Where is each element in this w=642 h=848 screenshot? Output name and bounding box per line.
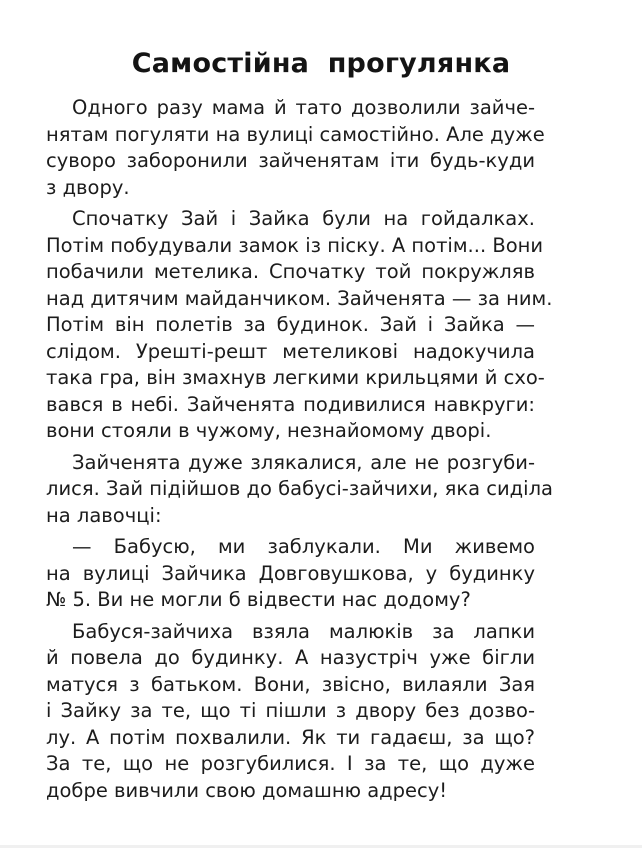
- dialogue-line: на вулиці Зайчика Довговушкова, у будинку: [46, 561, 535, 585]
- paragraph-line: лися. Зай підійшов до бабусі-зайчихи, яка сиділа: [46, 477, 553, 500]
- paragraph-line: з двору.: [46, 175, 130, 199]
- paragraph-line: вався в небі. Зайченята подивилися навкруги:: [46, 392, 535, 416]
- paragraph-line: на лавочці:: [46, 503, 162, 527]
- dialogue-line: № 5. Ви не могли б відвести нас додому?: [46, 588, 471, 611]
- paragraph-line: і Зайку за те, що ті пішли з двору без дозво-: [46, 699, 535, 722]
- paragraph-line: й повела до будинку. А назустріч уже бігли: [46, 646, 535, 669]
- paragraph-line: лу. А потім похвалили. Як ти гадаєш, за що?: [46, 725, 535, 749]
- paragraph-line: За те, що не розгубилися. І за те, що дуже: [46, 752, 535, 775]
- paragraph-line: побачили метелика. Спочатку той покружляв: [46, 260, 535, 283]
- paragraph-line: така гра, він змахнув легкими крильцями й схо-: [46, 366, 545, 389]
- paragraph-line: вони стояли в чужому, незнайомому дворі.: [46, 419, 492, 442]
- story-text: [46, 95, 553, 804]
- dialogue-line: — Бабусю, ми заблукали. Ми живемо: [72, 535, 535, 558]
- story-title: Самостійна прогулянка: [131, 48, 511, 79]
- paragraph-line: Одного разу мама й тато дозволили зайче-: [72, 96, 535, 119]
- paragraph-line: над дитячим майданчиком. Зайченята — за ним.: [46, 286, 553, 310]
- paragraph-line: суворо заборонили зайченятам іти будь-куди: [46, 149, 535, 172]
- paragraph-line: Зайченята дуже злякалися, але не розгуби-: [72, 450, 535, 474]
- paragraph-line: Потім побудували замок із піску. А потім... Вони: [46, 233, 544, 257]
- paragraph-line: матуся з батьком. Вони, звісно, вилаяли Зая: [46, 672, 535, 696]
- paragraph-line: слідом. Урешті-решт метеликові надокучила: [46, 339, 535, 363]
- paragraph-line: нятам погуляти на вулиці самостійно. Але дуже: [46, 122, 545, 146]
- paragraph-line: добре вивчили свою домашню адресу!: [46, 778, 448, 802]
- paragraph-line: Спочатку Зай і Зайка були на гойдалках.: [72, 207, 535, 230]
- paragraph-line: Бабуся-зайчиха взяла малюків за лапки: [72, 619, 535, 643]
- paragraph-line: Потім він полетів за будинок. Зай і Зайка —: [46, 313, 535, 336]
